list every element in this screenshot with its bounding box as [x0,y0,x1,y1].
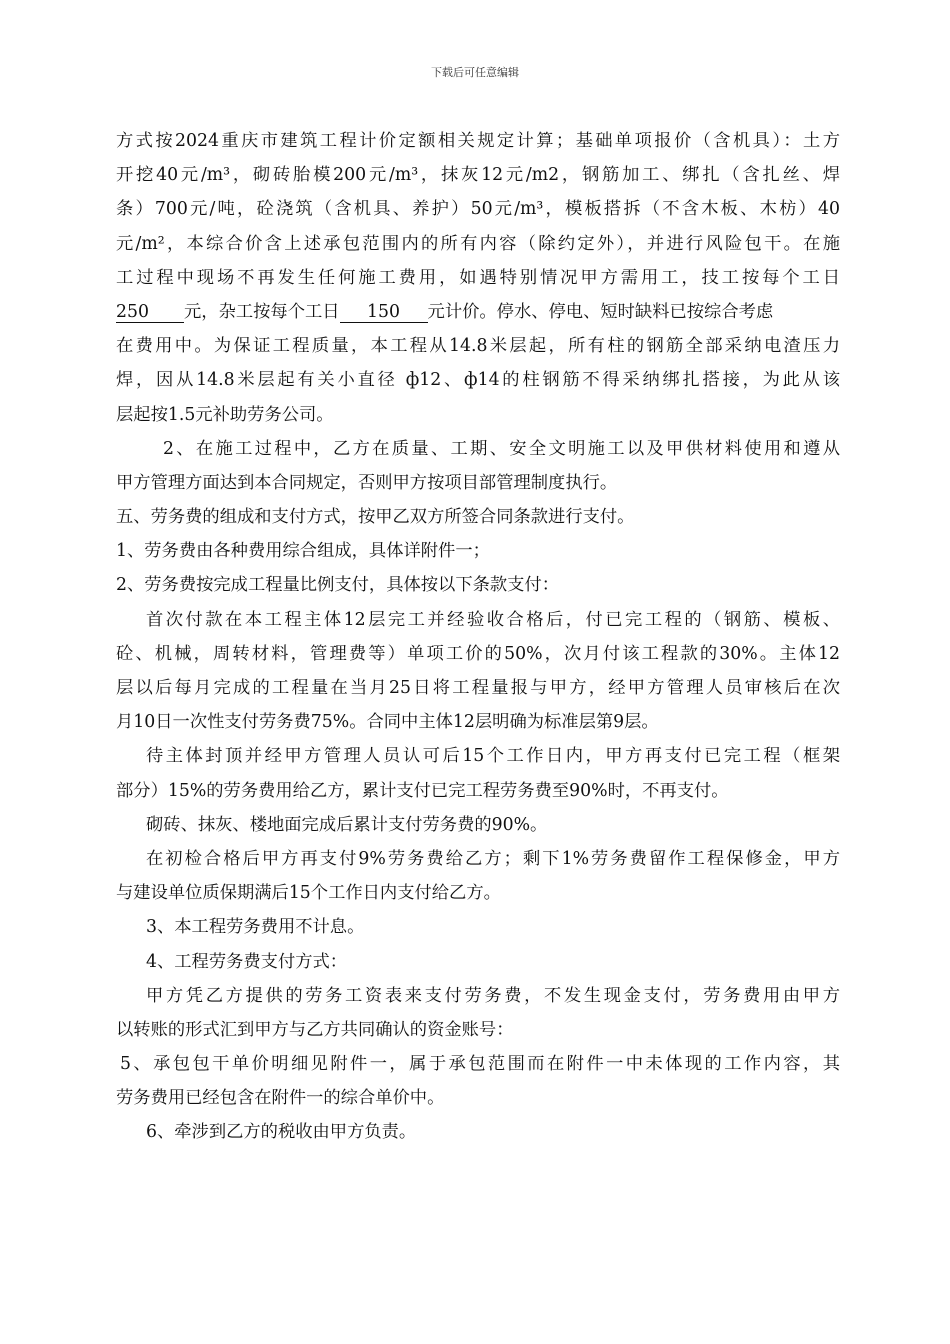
text-line: 与建设单位质保期满后15个工作日内支付给乙方。 [116,883,501,904]
text-line: 工过程中现场不再发生任何施工费用，如遇特别情况甲方需用工，技工按每个工日 [116,267,840,288]
skilled-wage-blank: 250 [116,302,184,323]
text-line: 在费用中。为保证工程质量，本工程从14.8米层起，所有柱的钢筋全部采纳电渣压力 [116,336,840,357]
text-line: 1、劳务费由各种费用综合组成，具体详附件一； [116,541,490,562]
text-segment: 元，杂工按每个工日 [184,301,340,322]
text-line-wage-rates [116,295,840,329]
general-wage-blank: 150 [340,302,428,323]
text-line: 6、牵涉到乙方的税收由甲方负责。 [146,1122,417,1143]
text-line: 甲方凭乙方提供的劳务工资表来支付劳务费，不发生现金支付，劳务费用由甲方 [146,985,840,1006]
text-line: 在初检合格后甲方再支付9%劳务费给乙方；剩下1%劳务费留作工程保修金，甲方 [146,848,840,869]
text-line: 5、承包包干单价明细见附件一，属于承包范围而在附件一中未体现的工作内容，其 [120,1054,840,1075]
text-line: 首次付款在本工程主体12层完工并经验收合格后，付已完工程的（钢筋、模板、 [146,609,840,630]
text-line: 2、在施工过程中，乙方在质量、工期、安全文明施工以及甲供材料使用和遵从 [163,438,840,459]
text-line: 砌砖、抹灰、楼地面完成后累计支付劳务费的90%。 [146,814,548,835]
text-line: 甲方管理方面达到本合同规定，否则甲方按项目部管理制度执行。 [116,472,618,493]
text-line: 以转账的形式汇到甲方与乙方共同确认的资金账号： [116,1019,514,1040]
text-line: 劳务费用已经包含在附件一的综合单价中。 [116,1088,445,1109]
text-line: 开挖40元/m³，砌砖胎模200元/m³，抹灰12元/m2，钢筋加工、绑扎（含扎丝、焊 [116,165,840,186]
text-line: 方式按2024重庆市建筑工程计价定额相关规定计算；基础单项报价（含机具）：土方 [116,131,840,151]
text-line: 月10日一次性支付劳务费75%。合同中主体12层明确为标准层第9层。 [116,712,659,733]
text-line: 3、本工程劳务费用不计息。 [146,917,365,938]
text-line: 部分）15%的劳务费用给乙方，累计支付已完工程劳务费至90%时，不再支付。 [116,780,729,801]
text-segment: 元计价。停水、停电、短时缺料已按综合考虑 [427,301,774,322]
text-line: 2、劳务费按完成工程量比例支付，具体按以下条款支付： [116,575,560,596]
text-line: 待主体封顶并经甲方管理人员认可后15个工作日内，甲方再支付已完工程（框架 [146,746,840,767]
text-line: 层起按1.5元补助劳务公司。 [116,404,334,425]
text-line: 元/m²，本综合价含上述承包范围内的所有内容（除约定外），并进行风险包干。在施 [116,233,840,254]
text-line: 4、工程劳务费支付方式： [146,951,348,972]
text-line: 砼、机械，周转材料，管理费等）单项工价的50%，次月付该工程款的30%。主体12 [116,643,840,664]
section-heading: 五、劳务费的组成和支付方式，按甲乙双方所签合同条款进行支付。 [116,507,635,528]
text-line: 层以后每月完成的工程量在当月25日将工程量报与甲方，经甲方管理人员审核后在次 [116,678,840,698]
text-line: 焊，因从14.8米层起有关小直径 ф12、ф14的柱钢筋不得采纳绑扎搭接，为此从该 [116,370,840,391]
text-line: 条）700元/吨，砼浇筑（含机具、养护）50元/m³，模板搭拆（不含木板、木枋）40 [116,199,840,220]
page-header: 下载后可任意编辑 [431,66,519,79]
document-body [116,124,840,1150]
